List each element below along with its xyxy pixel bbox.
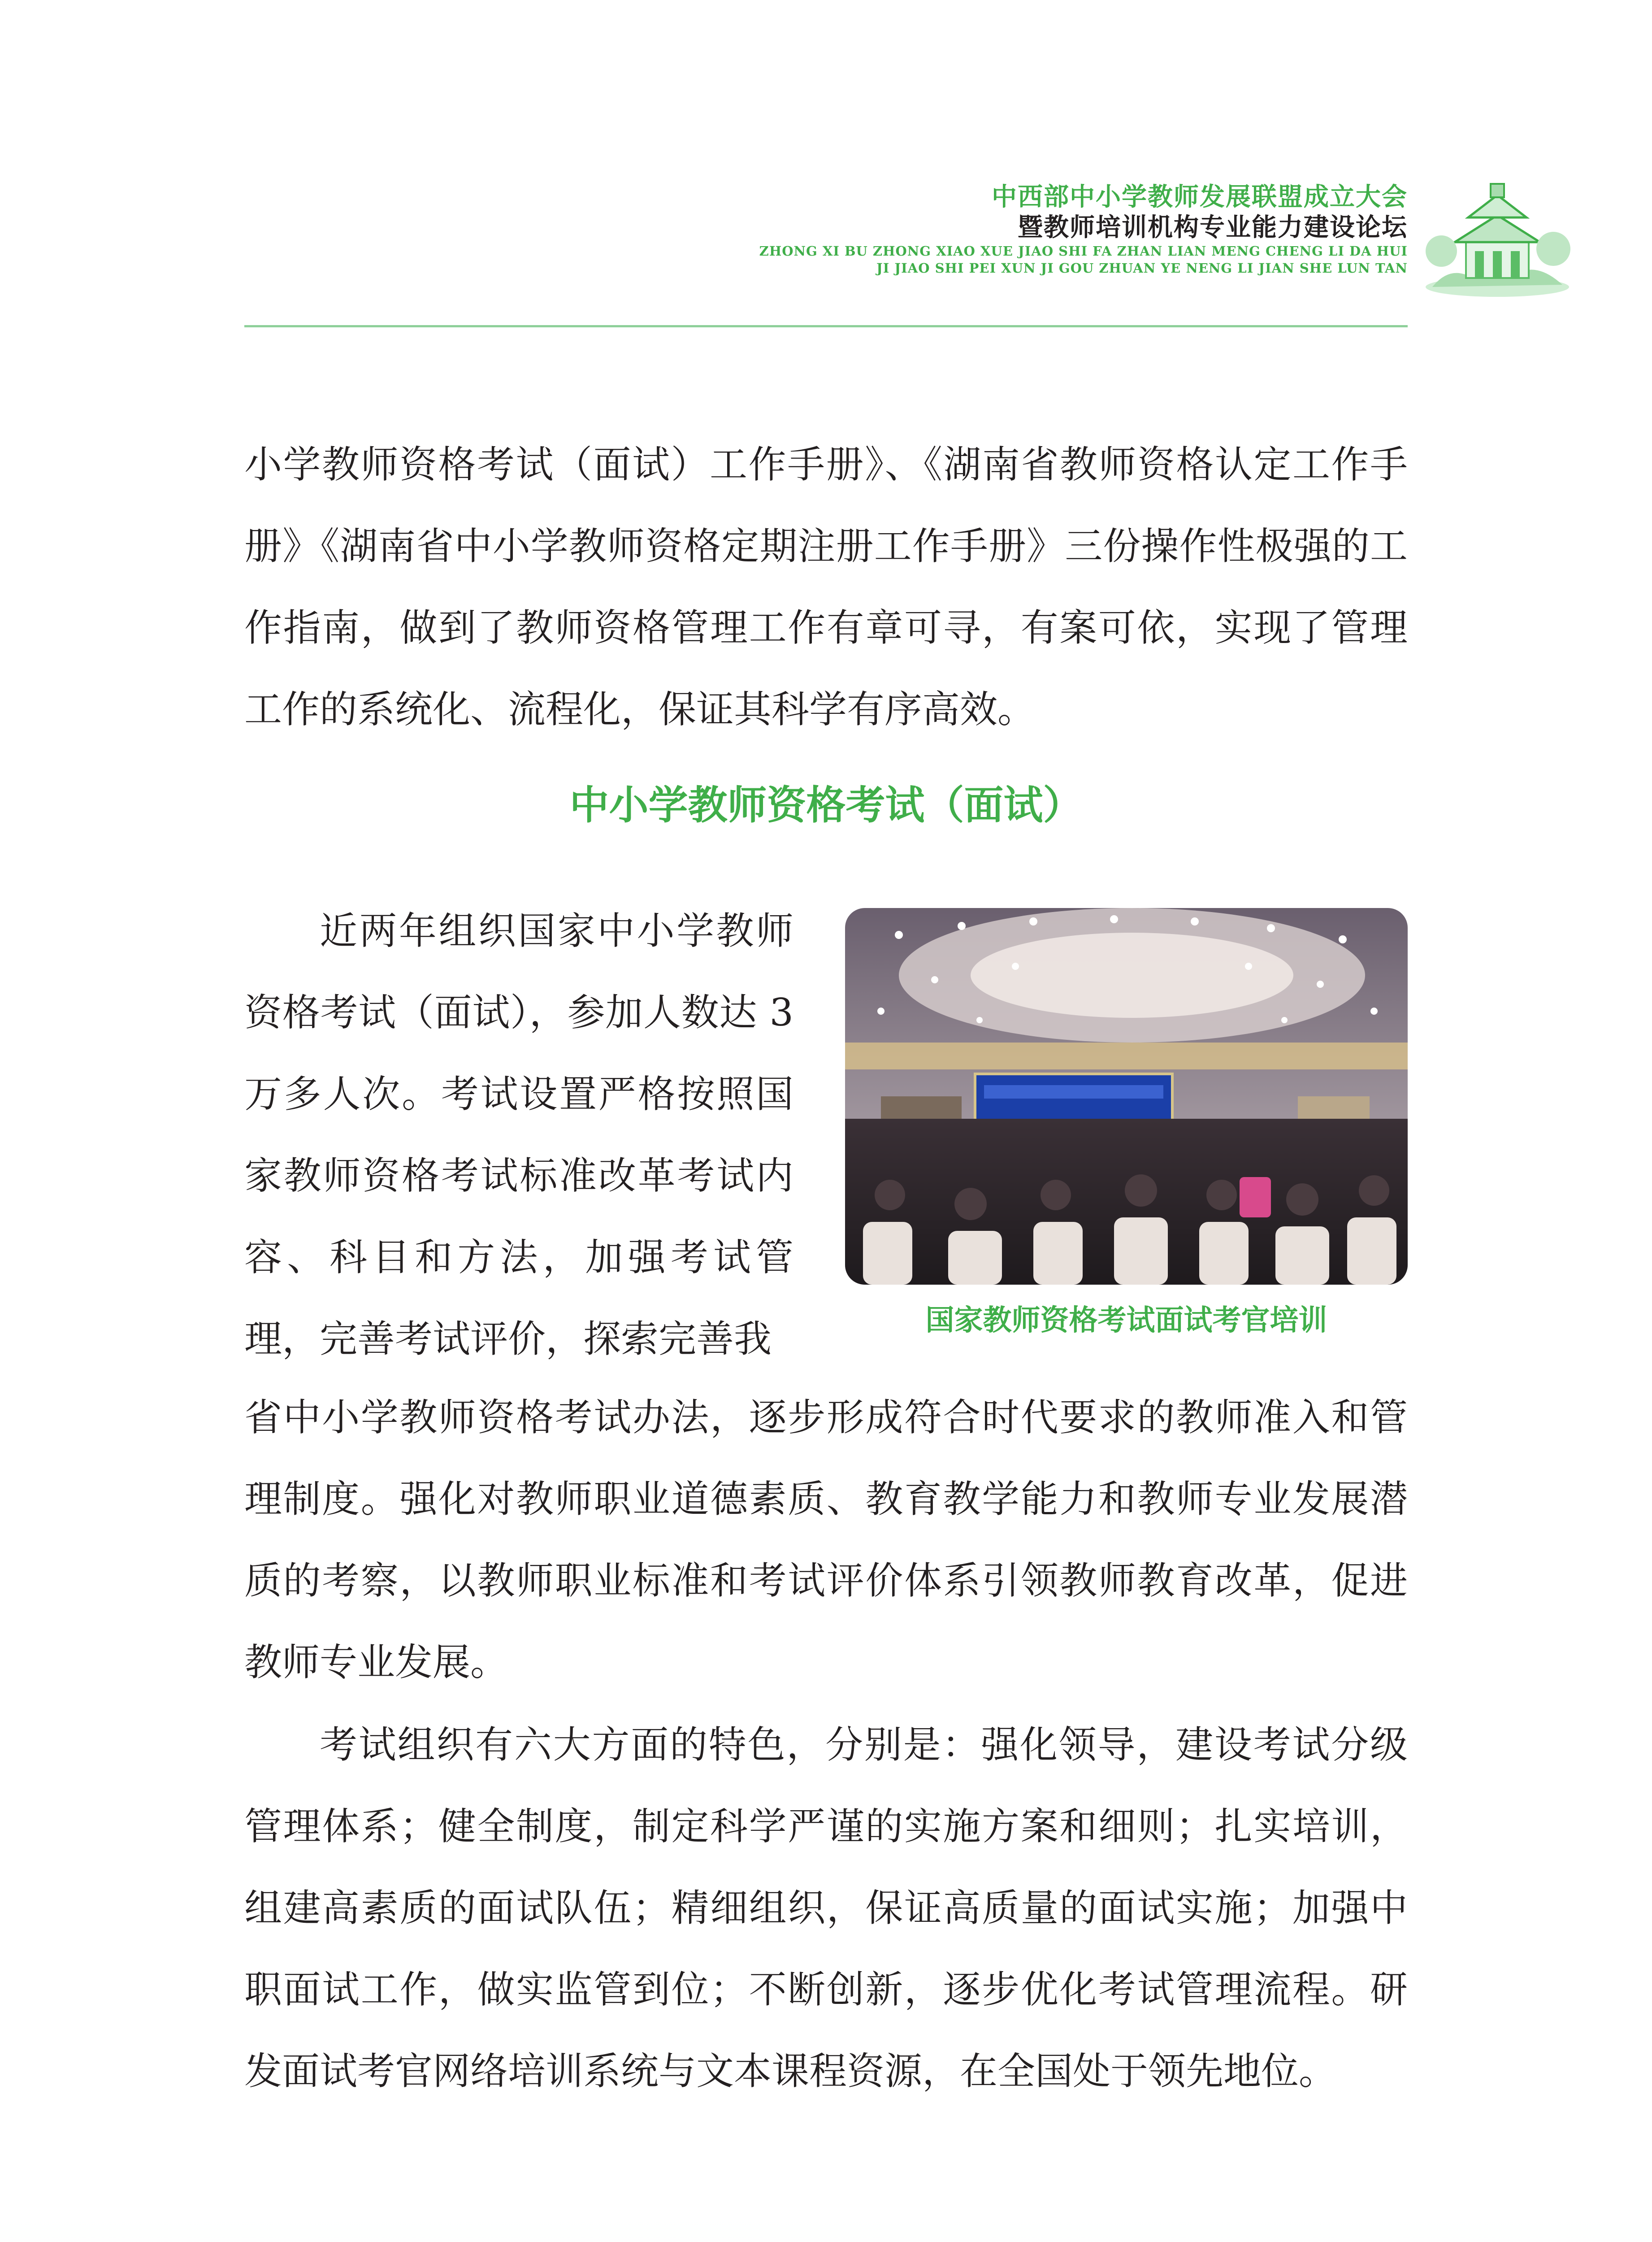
page-header (242, 182, 1408, 277)
exam-paragraph-wrapped: 近两年组织国家中小学教师资格考试（面试），参加人数达 3 万多人次。考试设置严格按照国家教师资格考试标准改革考试内容、科目和方法，加强考试管理，完善考试评价，探索完善我 (244, 909, 793, 1361)
header-title-line1: 中西部中小学教师发展联盟成立大会 (992, 182, 1408, 212)
header-pinyin-line2: JI JIAO SHI PEI XUN JI GOU ZHUAN YE NENG LI JIAN SHE LUN TAN (876, 261, 1408, 276)
pavilion-emblem-icon (1423, 175, 1571, 300)
photo-caption: 国家教师资格考试面试考官培训 (925, 1304, 1327, 1337)
header-pinyin-line1: ZHONG XI BU ZHONG XIAO XUE JIAO SHI FA ZHAN LIAN MENG CHENG LI DA HUI (759, 243, 1408, 259)
training-photo (845, 908, 1408, 1285)
exam-paragraph-continuation: 省中小学教师资格考试办法，逐步形成符合时代要求的教师准入和管理制度。强化对教师职业道德素质、教育教学能力和教师专业发展潜质的考察，以教师职业标准和考试评价体系引领教师教育改革，促进教师专业发展。 (244, 1395, 1408, 1684)
section-title: 中小学教师资格考试（面试） (569, 782, 1083, 828)
header-title-line2: 暨教师培训机构专业能力建设论坛 (1018, 213, 1408, 242)
header-divider (244, 325, 1408, 327)
footer-watercolor-decoration (0, 2197, 1652, 2242)
features-paragraph: 考试组织有六大方面的特色，分别是：强化领导，建设考试分级管理体系；健全制度，制定科学严谨的实施方案和细则；扎实培训，组建高素质的面试队伍；精细组织，保证高质量的面试实施；加强中职面试工作，做实监管到位；不断创新，逐步优化考试管理流程。研发面试考官网络培训系统与文本课程资源，在全国处于领先地位。 (244, 1723, 1408, 2093)
intro-paragraph: 小学教师资格考试（面试）工作手册》、《湖南省教师资格认定工作手册》《湖南省中小学教师资格定期注册工作手册》三份操作性极强的工作指南，做到了教师资格管理工作有章可寻，有案可依，实现了管理工作的系统化、流程化，保证其科学有序高效。 (244, 443, 1408, 731)
